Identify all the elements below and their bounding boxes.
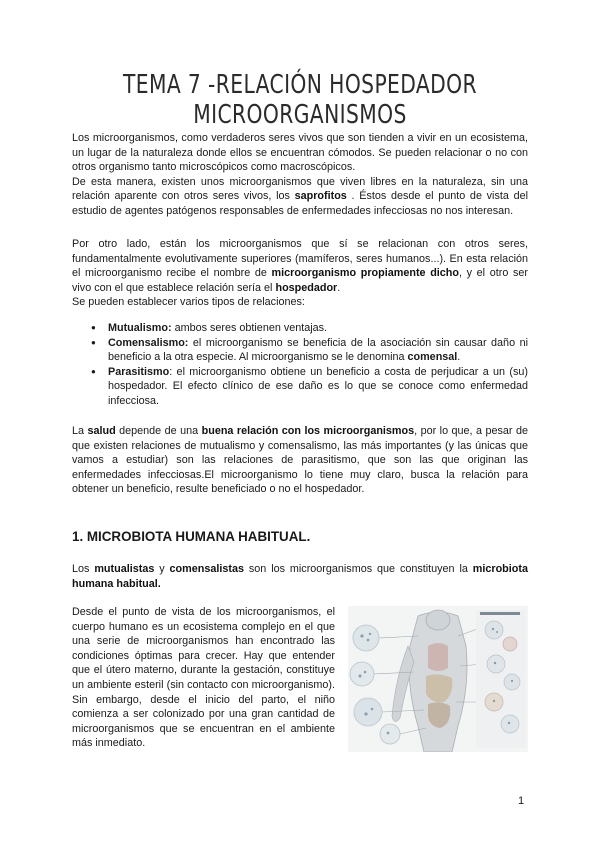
health-paragraph <box>72 424 528 497</box>
term-comensalistas: comensalistas <box>169 563 244 575</box>
relation-types-list <box>72 321 528 409</box>
term-parasitismo: Parasitismo <box>108 365 170 378</box>
page-title: TEMA 7 -RELACIÓN HOSPEDADOR MICROORGANISMOS <box>122 70 478 130</box>
term-mutualismo: Mutualismo: <box>108 322 172 334</box>
term-hospedador: hospedador <box>275 281 338 294</box>
microbiota-text-c: y <box>154 563 170 575</box>
microbiota-diagram <box>348 606 528 752</box>
health-text-e: , por lo que, a pesar de que existen relaciones de mutualismo y comensalismo, las más importantes (y las únicas que vamos a estudiar) son las relaciones de parasitismo, que son las que originan las enfermedades infecciosas.El microorganismo lo tiene muy claro, busca la relación para obtener un beneficio, resulte beneficiado o no el hospedador. <box>72 425 528 496</box>
term-buena-relacion: buena relación con los microorganismos <box>201 425 415 437</box>
relations-text-a: Por otro lado, están los microorganismos que sí se relacionan con otros seres, fundamentalmente evolutivamente superiores (mamíferos, seres humanos...). En esta relación el microorganismo recibe el nombre de <box>72 238 528 280</box>
intro-text-a: De esta manera, existen unos microorganismos que viven libres en la naturaleza, sin una relación aparente con otros seres vivos, los <box>72 175 528 203</box>
comensalismo-tail: . <box>457 351 461 364</box>
mutualismo-text: ambos seres obtienen ventajas. <box>171 322 328 334</box>
microbiota-text-a: Los <box>72 563 95 575</box>
term-comensal: comensal <box>407 351 458 364</box>
relations-paragraph <box>72 237 528 310</box>
ecosystem-paragraph: Desde el punto de vista de los microorganismos, el cuerpo humano es un ecosistema complejo en el que una serie de microorganismos han encontrado las condiciones óptimas para crecer. Hay que entender que el útero materno, durante la gestación, constituye un ambiente esteril (sin contacto con microorganismo). Sin embargo, desde el inicio del parto, el niño comienza a ser colonizado por una gran cantidad de microorganismos que se encuentran en el ambiente más inmediato. <box>72 606 335 750</box>
human-microbiota-illustration <box>348 606 528 752</box>
intro-text-c: . Éstos desde el punto de vista del estudio de agentes patógenos responsables de enfermedades infecciosas no nos interesan. <box>72 190 528 217</box>
list-item-comensalismo <box>72 336 528 365</box>
health-text-a: La <box>72 425 88 437</box>
list-item-mutualismo <box>72 321 528 336</box>
section-heading: 1. MICROBIOTA HUMANA HABITUAL. <box>72 529 311 544</box>
relations-types-intro: Se pueden establecer varios tipos de relaciones: <box>72 296 305 309</box>
term-microorganismo-propiamente-dicho: microorganismo propiamente dicho <box>271 267 459 280</box>
microbiota-definition <box>72 562 528 591</box>
microbiota-text-e: son los microorganismos que constituyen la <box>243 563 473 575</box>
health-text-c: depende de una <box>115 425 202 437</box>
term-salud: salud <box>87 425 116 437</box>
relations-text-c: , y el otro ser vivo con el que establece relación sería el <box>72 267 528 294</box>
page-number: 1 <box>518 795 525 807</box>
comensalismo-text: el microorganismo se beneficia de la asociación sin causar daño ni beneficio a la otra especie. Al microorganismo se le denomina <box>108 336 528 364</box>
intro-sentence-1: Los microorganismos, como verdaderos seres vivos que son tienden a vivir en un ecosistema, un lugar de la naturaleza donde ellos se encuentran cómodos. Se pueden relacionar o no con otros organismo tanto microscópicos como macroscópicos. <box>72 132 528 174</box>
term-comensalismo: Comensalismo: <box>108 336 189 349</box>
term-saprofitos: saprofitos <box>294 190 347 203</box>
parasitismo-text: : el microorganismo obtiene un beneficio a costa de perjudicar a un (su) hospedador. El efecto clínico de ese daño es lo que se conoce como enfermedad infecciosa. <box>108 365 528 407</box>
term-microbiota-humana: microbiota humana habitual. <box>72 563 528 590</box>
relations-text-e: . <box>337 281 341 294</box>
list-item-parasitismo <box>72 365 528 409</box>
term-mutualistas: mutualistas <box>94 563 155 575</box>
intro-paragraph <box>72 131 528 219</box>
